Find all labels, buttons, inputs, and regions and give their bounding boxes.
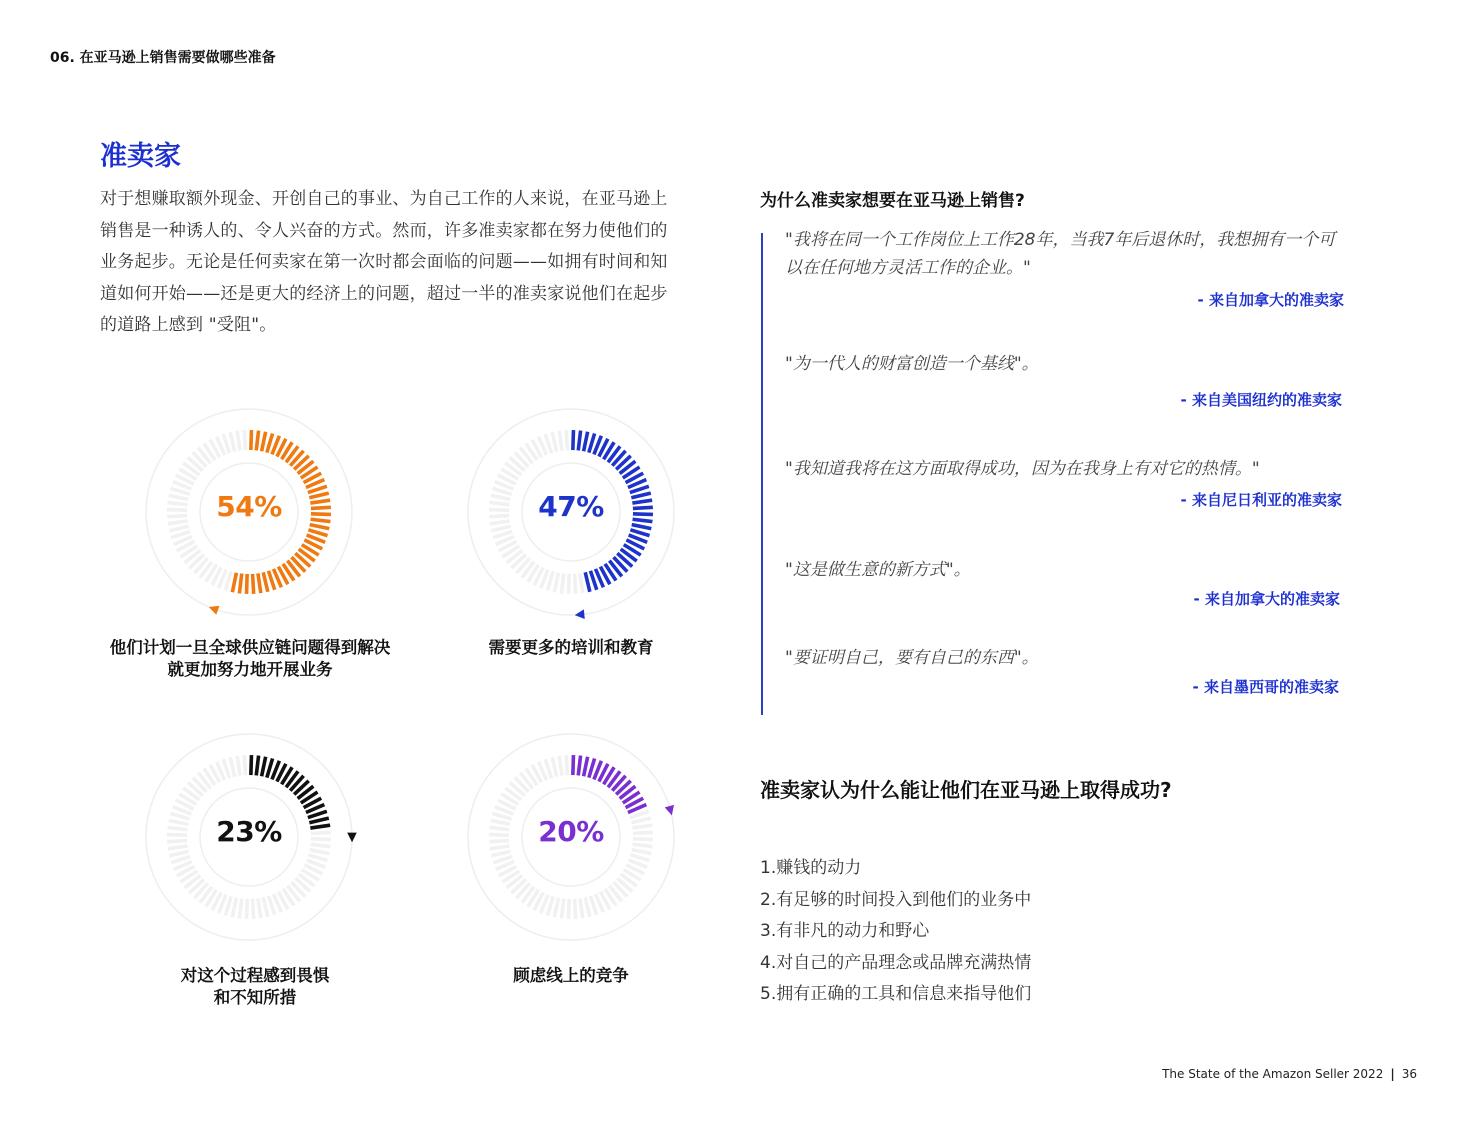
quote-text: "我将在同一个工作岗位上工作28年，当我7年后退休时，我想拥有一个可以在任何地方灵活工作的企业。": [785, 230, 1336, 278]
gauge-value: 54%: [216, 490, 282, 523]
why-sell-heading: 为什么准卖家想要在亚马逊上销售?: [760, 191, 1025, 211]
success-list: [760, 853, 1031, 1011]
list-item: 5.拥有正确的工具和信息来指导他们: [760, 984, 1032, 1004]
page-number: 36: [1401, 1067, 1417, 1081]
quote-text: "这是做生意的新方式"。: [785, 560, 971, 580]
intro-paragraph: 对于想赚取额外现金、开创自己的事业、为自己工作的人来说，在亚马逊上销售是一种诱人的、令人兴奋的方式。然而，许多准卖家都在努力使他们的业务起步。无论是任何卖家在第一次时都会面临的问题——如拥有时间和知道如何开始——还是更大的经济上的问题，超过一半的准卖家说他们在起步的道路上感到 "受阻"。: [100, 189, 668, 335]
gauge-value: 47%: [538, 490, 604, 523]
quote-accent-bar: [761, 233, 763, 715]
quote-attribution: - 来自尼日利亚的准卖家: [1180, 491, 1342, 509]
gauge-training: [441, 382, 701, 642]
quote-attribution: - 来自墨西哥的准卖家: [1192, 678, 1339, 696]
caption-line: 对这个过程感到畏惧: [180, 966, 330, 985]
list-item: 1.赚钱的动力: [760, 858, 862, 878]
gauge-value: 20%: [538, 815, 604, 848]
page-footer: [1162, 1067, 1417, 1081]
quote-attribution: - 来自美国纽约的准卖家: [1180, 391, 1342, 409]
quote-text: "为一代人的财富创造一个基线"。: [785, 354, 1039, 374]
list-item: 3.有非凡的动力和野心: [760, 921, 930, 941]
gauge-end-marker-icon: [575, 609, 585, 619]
gauge-caption: [60, 637, 440, 681]
gauge-end-marker-icon: [665, 805, 674, 816]
gauge-caption: [421, 637, 721, 659]
quote-text: "我知道我将在这方面取得成功，因为在我身上有对它的热情。": [785, 459, 1260, 479]
list-item: 2.有足够的时间投入到他们的业务中: [760, 889, 1032, 910]
gauge-competition: [441, 707, 701, 967]
gauge-caption: [105, 965, 405, 1009]
caption-line: 就更加努力地开展业务: [167, 660, 333, 679]
success-heading: 准卖家认为什么能让他们在亚马逊上取得成功?: [760, 778, 1172, 802]
quote-attribution: - 来自加拿大的准卖家: [1193, 590, 1340, 608]
caption-line: 和不知所措: [213, 988, 297, 1007]
quote-text: "要证明自己，要有自己的东西"。: [785, 648, 1039, 668]
gauge-supply-chain: [119, 382, 379, 642]
footer-separator: |: [1390, 1067, 1395, 1081]
gauge-value: 23%: [216, 815, 282, 848]
list-item: 4.对自己的产品理念或品牌充满热情: [760, 952, 1032, 973]
publication-title: The State of the Amazon Seller 2022: [1162, 1067, 1384, 1081]
gauge-caption: [421, 965, 721, 987]
caption-line: 需要更多的培训和教育: [488, 638, 654, 657]
caption-line: 他们计划一旦全球供应链问题得到解决: [109, 638, 391, 657]
gauge-overwhelmed: [119, 707, 379, 967]
quote-attribution: - 来自加拿大的准卖家: [1197, 291, 1344, 309]
section-label: 06. 在亚马逊上销售需要做哪些准备: [50, 50, 276, 66]
page-title: 准卖家: [100, 141, 181, 172]
caption-line: 顾虑线上的竞争: [513, 966, 629, 985]
